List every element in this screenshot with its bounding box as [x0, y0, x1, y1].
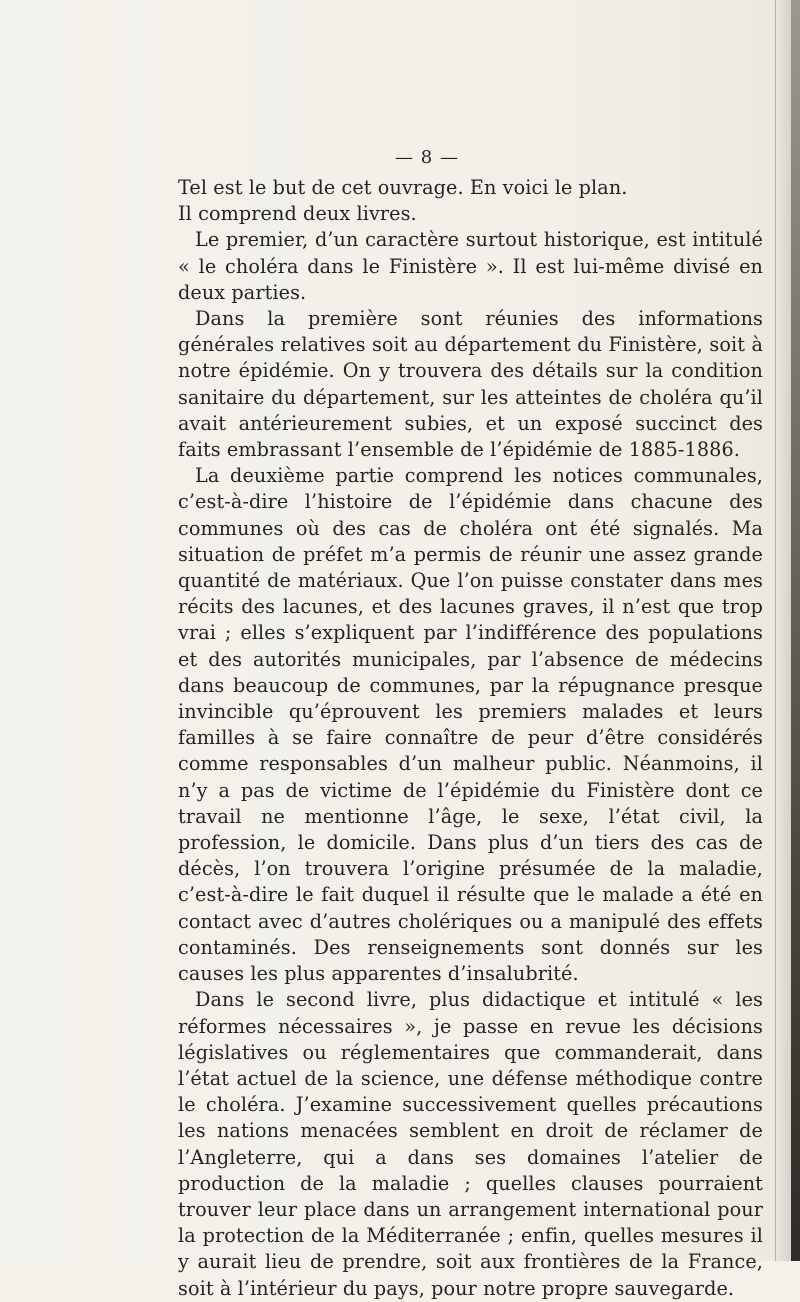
page-fold-line: [775, 0, 776, 1261]
paragraph-1: Tel est le but de cet ouvrage. En voici le plan.: [178, 176, 628, 199]
paragraph-5: La deuxième partie comprend les notices communales, c’est-à-dire l’histoire de l’épidémie dans chacune des communes où des cas de choléra ont été signalés. Ma situation de préfet m’a permis de réunir une assez grande quantité de matériaux. Que l’on puisse constater dans mes récits des lacunes, et des lacunes graves, il n’est que trop vrai ; elles s’expliquent par l’indifférence des populations et des autorités municipales, par l’absence de médecins dans beaucoup de communes, par la répugnance presque invincible qu’éprouvent les premiers malades et leurs familles à se faire connaître de peur d’être considérés comme responsables d’un malheur public. Néanmoins, il n’y a pas de victime de l’épidémie du Finistère dont ce travail ne mentionne l’âge, le sexe, l’état civil, la profession, le domicile. Dans plus d’un tiers des cas de décès, l’on trouvera l’origine présumée de la maladie, c’est-à-dire le fait duquel il résulte que le malade a été en contact avec d’autres cholériques ou a manipulé des effets contaminés. Des renseignements sont donnés sur les causes les plus apparentes d’insalubrité.: [178, 464, 763, 986]
page-edge-strip: [791, 0, 800, 1261]
paragraph-3: Le premier, d’un caractère surtout historique, est intitulé « le choléra dans le Finistère ». Il est lui-même divisé en deux parties.: [178, 228, 763, 304]
body-text: [178, 175, 763, 1302]
paragraph-2: Il comprend deux livres.: [178, 202, 417, 226]
page-number: — 8 —: [395, 147, 459, 168]
paragraph-6: Dans le second livre, plus didactique et intitulé « les réformes nécessaires », je passe en revue les décisions législatives ou réglementaires que commanderait, dans l’état actuel de la science, une défense méthodique contre le choléra. J’examine successivement quelles précautions les nations menacées semblent en droit de réclamer de l’Angleterre, qui a dans ses domaines l’atelier de production de la maladie ; quelles clauses pourraient trouver leur place dans un arrangement international pour la protection de la Méditerranée ; enfin, quelles mesures il y aurait lieu de prendre, soit aux frontières de la France, soit à l’intérieur du pays, pour notre propre sauvegarde.: [178, 988, 763, 1300]
paragraph-4: Dans la première sont réunies des informations générales relatives soit au département du Finistère, soit à notre épidémie. On y trouvera des détails sur la condition sanitaire du département, sur les atteintes de choléra qu’il avait antérieurement subies, et un exposé succinct des faits embrassant l’ensemble de l’épidémie de 1885-1886.: [178, 307, 763, 462]
